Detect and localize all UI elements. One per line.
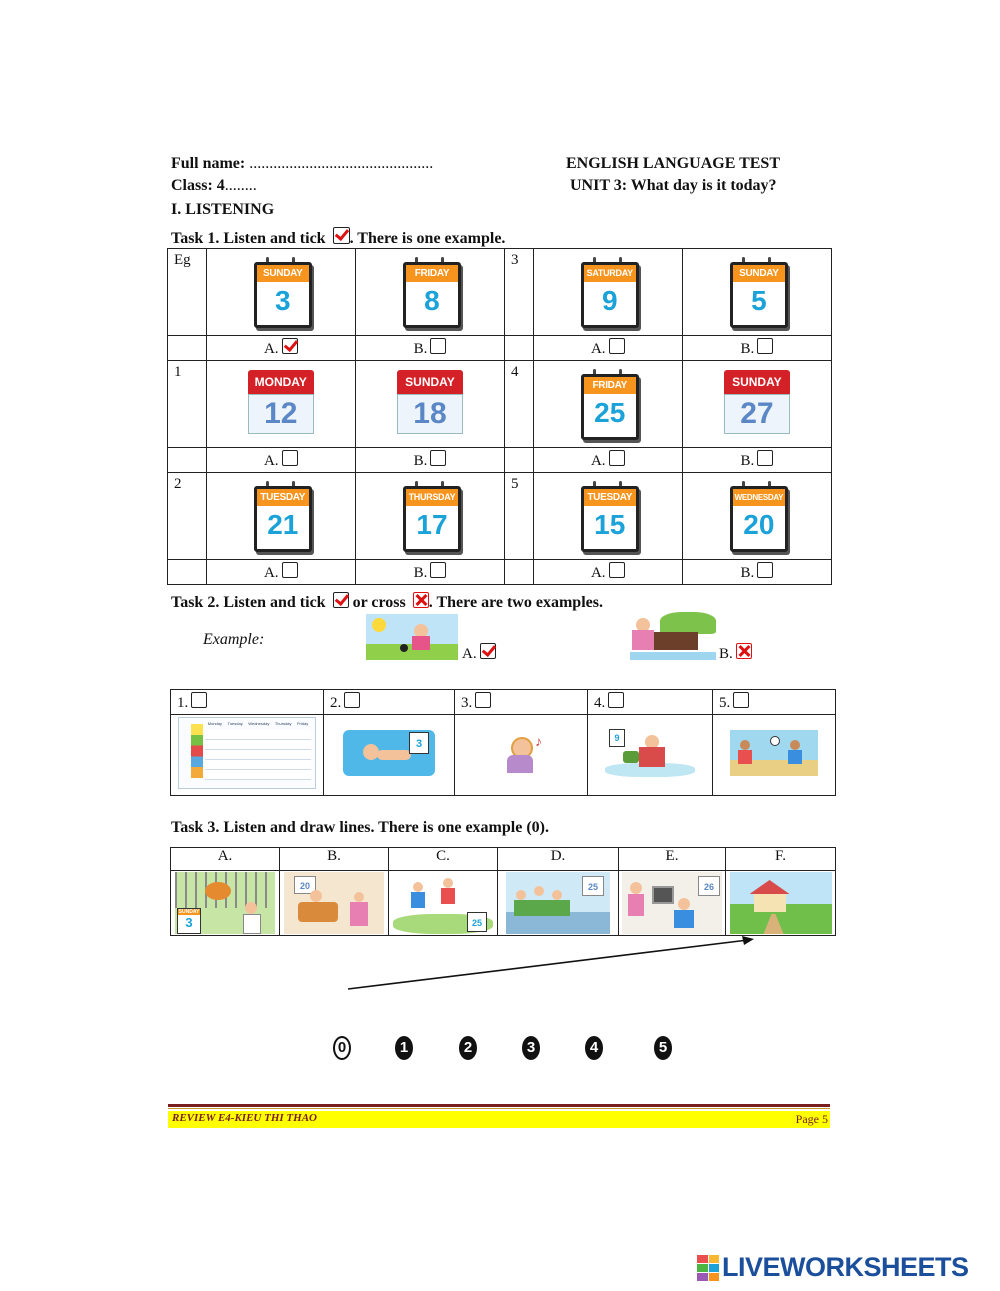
unit-title: UNIT 3: What day is it today? <box>570 177 777 194</box>
checkbox[interactable] <box>430 338 446 354</box>
zoo-picture: SUNDAY 3 <box>171 871 280 936</box>
answer-a: A. <box>533 448 682 473</box>
answer-b: B. <box>355 560 504 585</box>
checkbox[interactable] <box>282 450 298 466</box>
calendar-icon: SATURDAY 9 <box>579 257 637 323</box>
number-0[interactable]: 0 <box>333 1036 351 1060</box>
checkbox[interactable] <box>191 692 207 708</box>
checkbox[interactable] <box>430 450 446 466</box>
task2-table <box>170 689 836 796</box>
calendar-icon: WEDNESDAY 20 <box>728 481 786 547</box>
item-2-header: 2. <box>324 690 455 715</box>
example-b-picture <box>630 612 716 660</box>
tick-icon <box>333 592 349 608</box>
task1-title: Task 1. Listen and tick . There is one example. <box>171 227 505 248</box>
option-a-image <box>206 249 355 336</box>
checkbox[interactable] <box>430 562 446 578</box>
item-5-header: 5. <box>713 690 836 715</box>
footer-rule-thin <box>168 1108 830 1109</box>
class-field[interactable]: ........ <box>224 177 257 194</box>
full-name-label: Full name: <box>171 155 246 172</box>
row-number: Eg <box>168 249 207 336</box>
brand-name: LIVEWORKSHEETS <box>722 1252 969 1282</box>
number-5[interactable]: 5 <box>654 1036 672 1060</box>
option-a-image <box>533 249 682 336</box>
checkbox-checked[interactable] <box>480 643 496 659</box>
letter-f: F. <box>726 848 836 871</box>
classroom-picture: 25 <box>498 871 619 936</box>
example-a-picture <box>366 614 458 660</box>
swimming-picture: 3 <box>324 715 455 796</box>
row-number: 1 <box>168 361 207 448</box>
task1-table <box>167 248 832 585</box>
football-picture <box>713 715 836 796</box>
checkbox[interactable] <box>757 562 773 578</box>
calendar-icon: FRIDAY 8 <box>401 257 459 323</box>
checkbox[interactable] <box>609 338 625 354</box>
letter-e: E. <box>619 848 726 871</box>
calendar-icon: SUNDAY 27 <box>724 370 790 434</box>
checkbox-crossed[interactable] <box>736 643 752 659</box>
calendar-icon: SUNDAY 18 <box>397 370 463 434</box>
option-a-image <box>206 473 355 560</box>
row-number: 3 <box>505 249 534 336</box>
item-1-header: 1. <box>171 690 324 715</box>
item-4-header: 4. <box>588 690 713 715</box>
option-b-image <box>682 361 831 448</box>
option-b-image <box>355 249 504 336</box>
checkbox[interactable] <box>757 450 773 466</box>
number-4[interactable]: 4 <box>585 1036 603 1060</box>
answer-a: A. <box>533 336 682 361</box>
letter-d: D. <box>498 848 619 871</box>
row-number: 2 <box>168 473 207 560</box>
option-b-image <box>682 249 831 336</box>
footer-right: Page 5 <box>795 1112 828 1126</box>
checkbox[interactable] <box>609 562 625 578</box>
answer-b: B. <box>355 336 504 361</box>
example-a-answer: A. <box>462 643 496 663</box>
answer-b: B. <box>682 448 831 473</box>
answer-b: B. <box>355 448 504 473</box>
example-line <box>340 930 760 1000</box>
section-title: I. LISTENING <box>171 201 275 218</box>
calendar-icon: THURSDAY 17 <box>401 481 459 547</box>
checkbox[interactable] <box>609 450 625 466</box>
checkbox-checked[interactable] <box>282 338 298 354</box>
letter-c: C. <box>389 848 498 871</box>
answer-a: A. <box>533 560 682 585</box>
row-number: 5 <box>505 473 534 560</box>
full-name-field[interactable]: .............................................. <box>245 155 434 172</box>
answer-a: A. <box>206 336 355 361</box>
family-picture: 20 <box>280 871 389 936</box>
answer-b: B. <box>682 336 831 361</box>
option-a-image <box>533 473 682 560</box>
checkbox[interactable] <box>733 692 749 708</box>
tick-icon <box>333 227 350 244</box>
task3-table <box>170 847 836 936</box>
task3-title: Task 3. Listen and draw lines. There is one example (0). <box>171 819 549 836</box>
answer-a: A. <box>206 448 355 473</box>
footer-rule <box>168 1104 830 1107</box>
number-2[interactable]: 2 <box>459 1036 477 1060</box>
liveworksheets-logo-icon <box>697 1255 719 1281</box>
task2-title: Task 2. Listen and tick or cross . There are two examples. <box>171 594 603 611</box>
footer-left: REVIEW E4-KIEU THI THAO <box>172 1112 317 1124</box>
checkbox[interactable] <box>475 692 491 708</box>
option-b-image <box>355 473 504 560</box>
answer-b: B. <box>682 560 831 585</box>
calendar-icon: SUNDAY 5 <box>728 257 786 323</box>
class-label: Class: 4 <box>171 177 225 194</box>
example-label: Example: <box>203 631 265 648</box>
option-a-image <box>533 361 682 448</box>
checkbox[interactable] <box>608 692 624 708</box>
garden-picture <box>726 871 836 936</box>
example-b-answer: B. <box>719 643 752 663</box>
computer-picture: 26 <box>619 871 726 936</box>
cross-icon <box>413 592 429 608</box>
row-number: 4 <box>505 361 534 448</box>
calendar-icon: FRIDAY 25 <box>579 369 637 435</box>
playing-picture: 25 <box>389 871 498 936</box>
checkbox[interactable] <box>344 692 360 708</box>
letter-a: A. <box>171 848 280 871</box>
timetable-picture: Monday Tuesday Wednesday Thursday Friday <box>171 715 324 796</box>
option-b-image <box>682 473 831 560</box>
checkbox[interactable] <box>282 562 298 578</box>
letter-b: B. <box>280 848 389 871</box>
singing-picture: ♪ <box>455 715 588 796</box>
class-line <box>171 177 257 195</box>
checkbox[interactable] <box>757 338 773 354</box>
full-name-line <box>171 155 433 173</box>
cooking-picture: 9 <box>588 715 713 796</box>
option-a-image <box>206 361 355 448</box>
answer-a: A. <box>206 560 355 585</box>
calendar-icon: TUESDAY 15 <box>579 481 637 547</box>
calendar-icon: TUESDAY 21 <box>252 481 310 547</box>
test-title: ENGLISH LANGUAGE TEST <box>566 155 780 172</box>
item-3-header: 3. <box>455 690 588 715</box>
calendar-icon: SUNDAY 3 <box>252 257 310 323</box>
option-b-image <box>355 361 504 448</box>
calendar-icon: MONDAY 12 <box>248 370 314 434</box>
number-3[interactable]: 3 <box>522 1036 540 1060</box>
number-1[interactable]: 1 <box>395 1036 413 1060</box>
footer-bar <box>168 1111 830 1128</box>
